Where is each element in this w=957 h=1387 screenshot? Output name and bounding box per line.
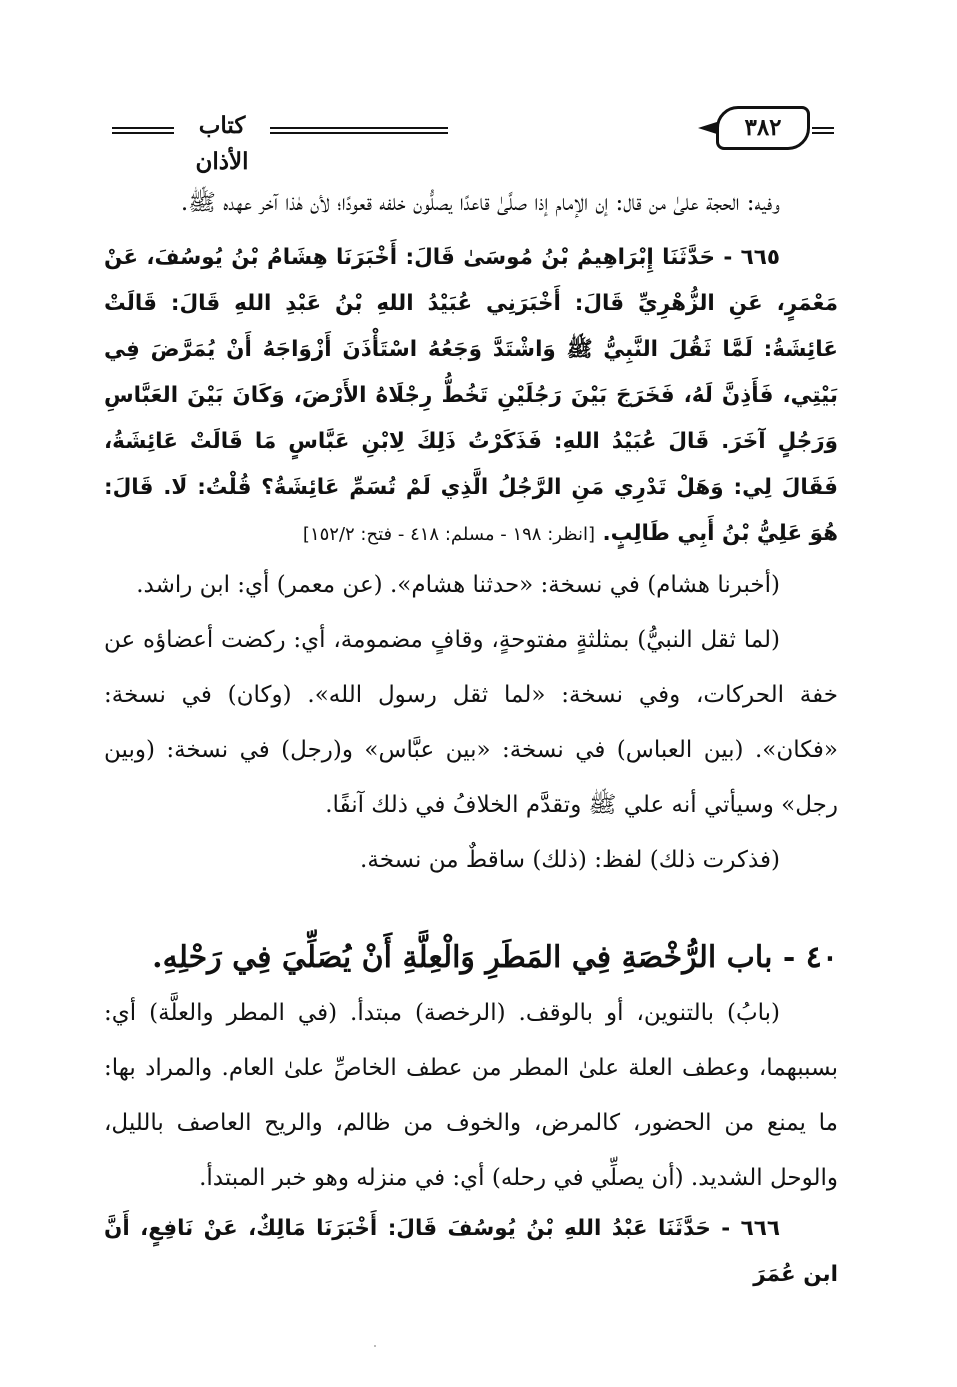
commentary-paragraph-5: (بابُ) بالتنوين، أو بالوقف. (الرخصة) مبتدأ. (في المطر والعلَّة) أي: بسببهما، وعطف العلة علىٰ المطر من عطف الخاصِّ علىٰ العام. والمراد بها: ما يمنع من الحضور، كالمرض، والخوف من ظالم، والريح العاصف بالليل، والوحل الشديد. (أن يصلِّي في رحله) أي: في منزله وهو خبر المبتدأ.: [104, 1000, 838, 1191]
hadith-666: ٦٦٦ - حَدَّثَنَا عَبْدُ اللهِ بْنُ يُوسُفَ قَالَ: أَخْبَرَنَا مَالِكٌ، عَنْ نَافِعٍ، أَنَّ ابن عُمَرَ: [104, 1216, 838, 1287]
header-rule-right: [812, 126, 834, 136]
commentary-paragraph-2: (أخبرنا هشام) في نسخة: «حدثنا هشام». (عن معمر) أي: ابن راشد.: [136, 572, 780, 598]
commentary-paragraph-4: (فذكرت ذلك) لفظ: (ذلك) ساقطٌ من نسخة.: [360, 847, 780, 873]
commentary-paragraph-1: وفيه: الحجة علىٰ من قال: إن الإمام إذا صلَّىٰ قاعدًا يصلُّون خلفه قعودًا؛ لأن هٰذا آخر عهده ﷺ.: [180, 190, 780, 216]
page-header: [112, 104, 834, 175]
page-number: ٣٨٢: [716, 106, 810, 150]
page-speck: [374, 1345, 376, 1347]
commentary-paragraph-3: (لما ثقل النبيُّ) بمثلثةٍ مفتوحةٍ، وقافٍ مضمومة، أي: ركضت أعضاؤه عن خفة الحركات، وفي نسخة: «لما ثقل رسول الله». (وكان) في نسخة: «فكان». (بين العباس) في نسخة: «بين عبَّاس» و(رجل) في نسخة: (وبين رجل» وسيأتي أنه علي ﷺ وتقدَّم الخلافُ في ذلك آنفًا.: [104, 627, 838, 818]
chapter-heading: ٤٠ - باب الرُّخْصَةِ فِي المَطَرِ وَالْعِلَّةِ أَنْ يُصَلِّيَ فِي رَحْلِهِ.: [152, 940, 838, 975]
page-body: [104, 176, 838, 1298]
hadith-665: [104, 235, 838, 558]
running-title: كتاب الأذان: [195, 112, 249, 175]
hadith-665-text: ٦٦٥ - حَدَّثَنَا إِبْرَاهِيمُ بْنُ مُوسَىٰ قَالَ: أَخْبَرَنَا هِشَامُ بْنُ يُوسُفَ، عَنْ مَعْمَرٍ، عَنِ الزُّهْرِيِّ قَالَ: أَخْبَرَنِي عُبَيْدُ اللهِ بْنُ عَبْدِ اللهِ قَالَ: قَالَتْ عَائِشَةُ: لَمَّا ثَقُلَ النَّبِيُّ ﷺ وَاشْتَدَّ وَجَعُهُ اسْتَأْذَنَ أَزْوَاجَهُ أَنْ يُمَرَّضَ فِي بَيْتِي، فَأَذِنَّ لَهُ، فَخَرَجَ بَيْنَ رَجُلَيْنِ تَخُطُّ رِجْلَاهُ الأَرْضَ، وَكَانَ بَيْنَ العَبَّاسِ وَرَجُلٍ آخَرَ. قَالَ عُبَيْدُ اللهِ: فَذَكَرْتُ ذَلِكَ لِابْنِ عَبَّاسٍ مَا قَالَتْ عَائِشَةُ، فَقَالَ لِي: وَهَلْ تَدْرِي مَنِ الرَّجُلُ الَّذِي لَمْ تُسَمِّ عَائِشَةُ؟ قُلْتُ: لَا. قَالَ: هُوَ عَلِيُّ بْنُ أَبِي طَالِبٍ.: [104, 245, 838, 546]
header-rule-middle: [270, 126, 448, 136]
header-rule-left: [112, 126, 174, 136]
hadith-665-reference: [انظر: ١٩٨ - مسلم: ٤١٨ - فتح: ١٥٢/٢]: [302, 524, 596, 545]
